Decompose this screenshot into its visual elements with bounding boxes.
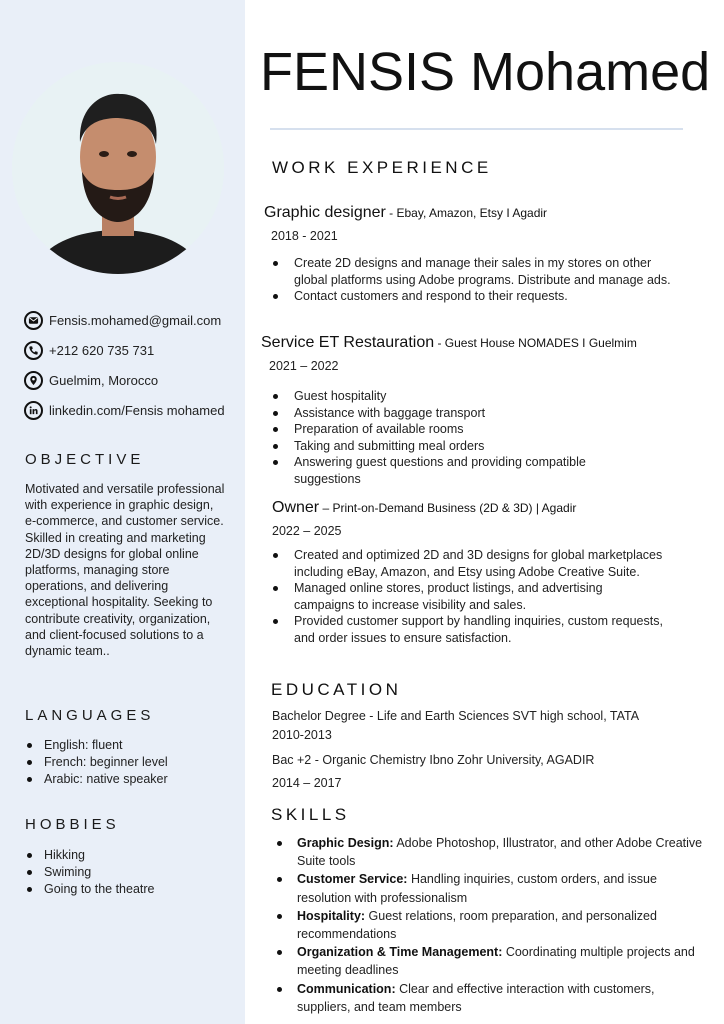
job-bullet: Managed online stores, product listings, and advertising campaigns to increase visibility and sales. (266, 580, 666, 613)
phone-icon (24, 341, 43, 360)
job-title (264, 204, 547, 222)
bullet-icon (27, 870, 32, 875)
skills-list (271, 834, 711, 1016)
main-content (245, 0, 724, 1024)
skill-label: Communication: (297, 981, 396, 996)
language-item: French: beginner level (25, 754, 235, 771)
bullet-icon (27, 853, 32, 858)
skill-text: Coordinating multiple projects and meeting deadlines (297, 945, 695, 978)
job-bullets (266, 388, 626, 487)
candidate-name: FENSIS Mohamed (260, 42, 711, 102)
job-dates: 2018 - 2021 (271, 229, 338, 243)
education-dates: 2010-2013 (272, 728, 332, 742)
profile-photo-illustration (12, 62, 224, 274)
job-bullets (266, 255, 676, 305)
bullet-icon (27, 743, 32, 748)
skills-heading: SKILLS (271, 805, 350, 824)
skill-label: Hospitality: (297, 908, 366, 923)
language-item: English: fluent (25, 737, 235, 754)
job-title (272, 499, 576, 517)
languages-list (25, 737, 235, 788)
job-dates: 2022 – 2025 (272, 524, 342, 538)
language-item: Arabic: native speaker (25, 771, 235, 788)
work-experience-heading: WORK EXPERIENCE (272, 158, 492, 177)
education-heading: EDUCATION (271, 680, 402, 699)
job-bullet: Created and optimized 2D and 3D designs for global marketplaces including eBay, Amazon, and Etsy using Adobe Creative Suite. (266, 547, 666, 580)
skill-label: Customer Service: (297, 872, 408, 887)
contact-location (24, 365, 239, 395)
hobby-item: Swiming (25, 864, 235, 881)
education-title: Bac +2 - Organic Chemistry Ibno Zohr University, AGADIR (272, 753, 595, 767)
job-bullet: Provided customer support by handling inquiries, custom requests, and order issues to ensure satisfaction. (266, 613, 666, 646)
bullet-icon (27, 887, 32, 892)
linkedin-icon (24, 401, 43, 420)
job-role: Owner (272, 499, 320, 516)
bullet-icon (27, 777, 32, 782)
job-role: Graphic designer (264, 204, 386, 221)
location-icon (24, 371, 43, 390)
contact-linkedin[interactable] (24, 395, 239, 425)
skill-item (271, 943, 711, 979)
job-dates: 2021 – 2022 (269, 359, 339, 373)
skill-item (271, 834, 711, 870)
job-bullet: Contact customers and respond to their requests. (266, 288, 676, 305)
contact-list (24, 305, 239, 425)
contact-email[interactable] (24, 305, 239, 335)
job-bullet: Assistance with baggage transport (266, 405, 626, 422)
hobbies-list (25, 847, 235, 898)
objective-heading: OBJECTIVE (25, 451, 145, 468)
hobby-item: Hikking (25, 847, 235, 864)
skill-item (271, 980, 711, 1016)
skill-item (271, 907, 711, 943)
sidebar (0, 0, 245, 1024)
hobbies-heading: HOBBIES (25, 816, 120, 833)
email-text[interactable]: Fensis.mohamed@gmail.com (49, 312, 222, 328)
contact-phone[interactable] (24, 335, 239, 365)
skill-text: Clear and effective interaction with customers, suppliers, and team members (297, 981, 655, 1014)
job-bullet: Taking and submitting meal orders (266, 438, 626, 455)
job-bullet: Create 2D designs and manage their sales in my stores on other global platforms using Adobe programs. Distribute and manage ads. (266, 255, 676, 288)
job-bullets (266, 547, 666, 646)
job-org: - Ebay, Amazon, Etsy I Agadir (385, 206, 548, 220)
name-divider (270, 128, 683, 130)
education-title: Bachelor Degree - Life and Earth Sciences SVT high school, TATA (272, 709, 640, 723)
skill-text: Adobe Photoshop, Illustrator, and other Adobe Creative Suite tools (297, 836, 703, 869)
job-org: – Print-on-Demand Business (2D & 3D) | Agadir (319, 501, 577, 515)
location-text: Guelmim, Morocco (49, 372, 159, 388)
job-title (261, 334, 637, 352)
skill-text: Handling inquiries, custom orders, and issue resolution with professionalism (297, 872, 657, 905)
skill-label: Organization & Time Management: (297, 945, 503, 960)
job-bullet: Answering guest questions and providing compatible suggestions (266, 454, 626, 487)
bullet-icon (27, 760, 32, 765)
skill-item (271, 870, 711, 906)
job-bullet: Preparation of available rooms (266, 421, 626, 438)
job-bullet: Guest hospitality (266, 388, 626, 405)
profile-photo (12, 62, 224, 274)
education-dates: 2014 – 2017 (272, 776, 342, 790)
phone-text[interactable]: +212 620 735 731 (49, 342, 155, 358)
linkedin-text[interactable]: linkedin.com/Fensis mohamed (49, 402, 225, 418)
hobby-item: Going to the theatre (25, 881, 235, 898)
objective-text: Motivated and versatile professional with experience in graphic design, e-commerce, and customer service. Skilled in creating and marketing 2D/3D designs for global online platforms, managing store operations, and delivering exceptional hospitality. Seeking to contribute creativity, organization, and client-focused solutions to a dynamic team.. (25, 482, 225, 659)
skill-label: Graphic Design: (297, 836, 394, 850)
languages-heading: LANGUAGES (25, 707, 155, 724)
job-org: - Guest House NOMADES I Guelmim (434, 336, 637, 350)
skill-text: Guest relations, room preparation, and personalized recommendations (297, 908, 657, 942)
email-icon (24, 311, 43, 330)
job-role: Service ET Restauration (261, 334, 435, 351)
